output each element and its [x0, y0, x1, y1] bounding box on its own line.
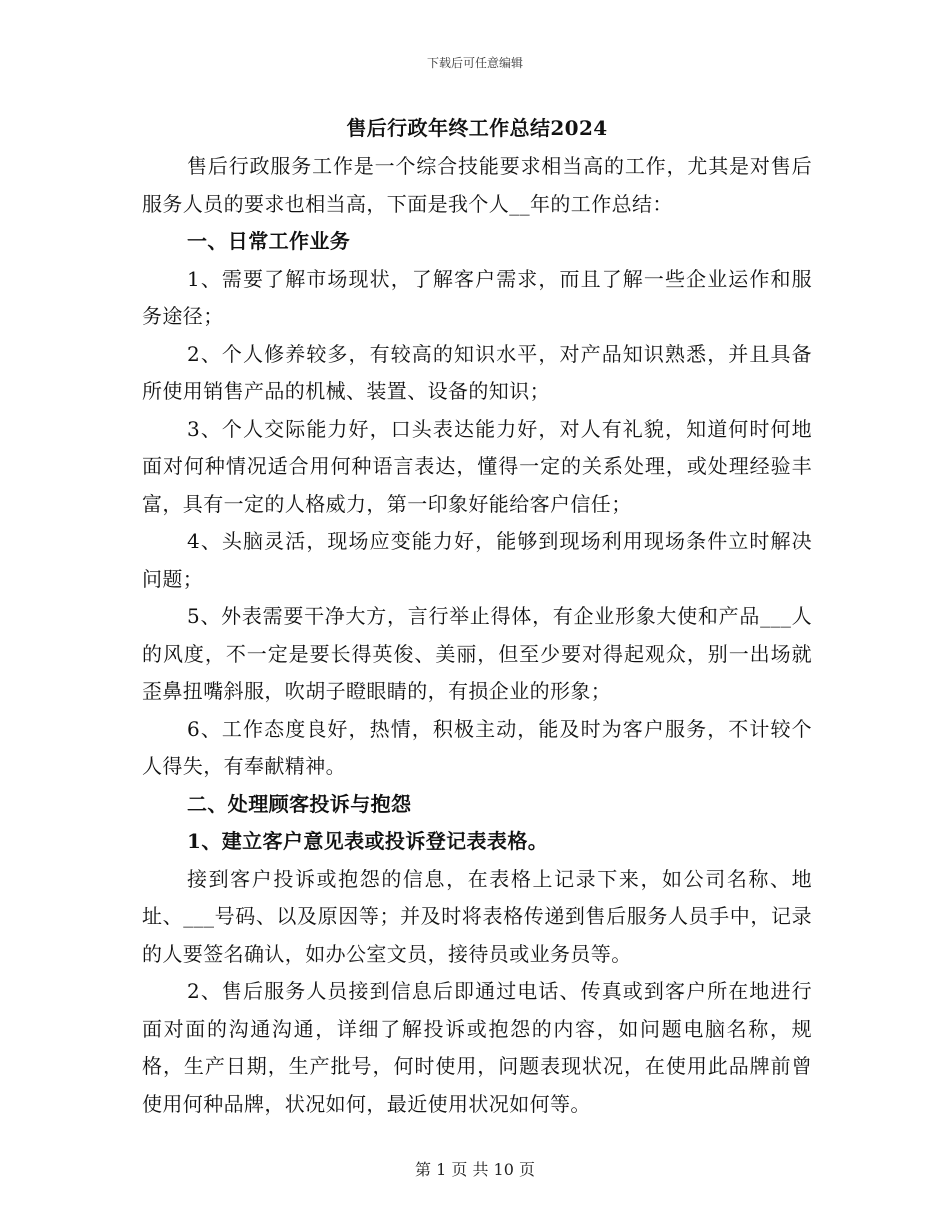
section-heading-1: 一、日常工作业务 — [187, 229, 351, 253]
page-footer: 第 1 页 共 10 页 — [415, 1160, 535, 1179]
paragraph-item-1: 1、需要了解市场现状，了解客户需求，而且了解一些企业运作和服务途径； — [142, 266, 812, 328]
paragraph-item-4: 4、头脑灵活，现场应变能力好，能够到现场利用现场条件立时解决问题； — [142, 529, 812, 591]
subsection-heading-1: 1、建立客户意见表或投诉登记表表格。 — [187, 829, 549, 853]
paragraph-item-5: 5、外表需要干净大方，言行举止得体，有企业形象大使和产品___人的风度，不一定是要长得英俊、美丽，但至少要对得起观众，别一出场就歪鼻扭嘴斜服，吹胡子瞪眼睛的，有损企业的形象； — [142, 604, 812, 703]
paragraph-item-6: 6、工作态度良好，热情，积极主动，能及时为客户服务，不计较个人得失，有奉献精神。 — [142, 716, 812, 778]
document-body — [142, 110, 812, 1123]
paragraph-complaint-record: 接到客户投诉或抱怨的信息，在表格上记录下来，如公司名称、地址、___号码、以及原因等；并及时将表格传递到售后服务人员手中，记录的人要签名确认，如办公室文员，接待员或业务员等。 — [142, 866, 812, 966]
paragraph-intro: 售后行政服务工作是一个综合技能要求相当高的工作，尤其是对售后服务人员的要求也相当高，下面是我个人__年的工作总结： — [142, 154, 812, 216]
paragraph-complaint-followup: 2、售后服务人员接到信息后即通过电话、传真或到客户所在地进行面对面的沟通沟通，详细了解投诉或抱怨的内容，如问题电脑名称，规格，生产日期，生产批号，何时使用，问题表现状况，在使用此品牌前曾使用何种品牌，状况如何，最近使用状况如何等。 — [142, 979, 812, 1116]
paragraph-item-2: 2、个人修养较多，有较高的知识水平，对产品知识熟悉，并且具备所使用销售产品的机械、装置、设备的知识； — [142, 341, 812, 403]
paragraph-item-3: 3、个人交际能力好，口头表达能力好，对人有礼貌，知道何时何地面对何种情况适合用何种语言表达，懂得一定的关系处理，或处理经验丰富，具有一定的人格威力，第一印象好能给客户信任； — [142, 416, 812, 516]
section-heading-2: 二、处理顾客投诉与抱怨 — [187, 791, 412, 816]
document-title: 售后行政年终工作总结2024 — [346, 116, 608, 140]
page-header: 下载后可任意编辑 — [426, 56, 523, 70]
